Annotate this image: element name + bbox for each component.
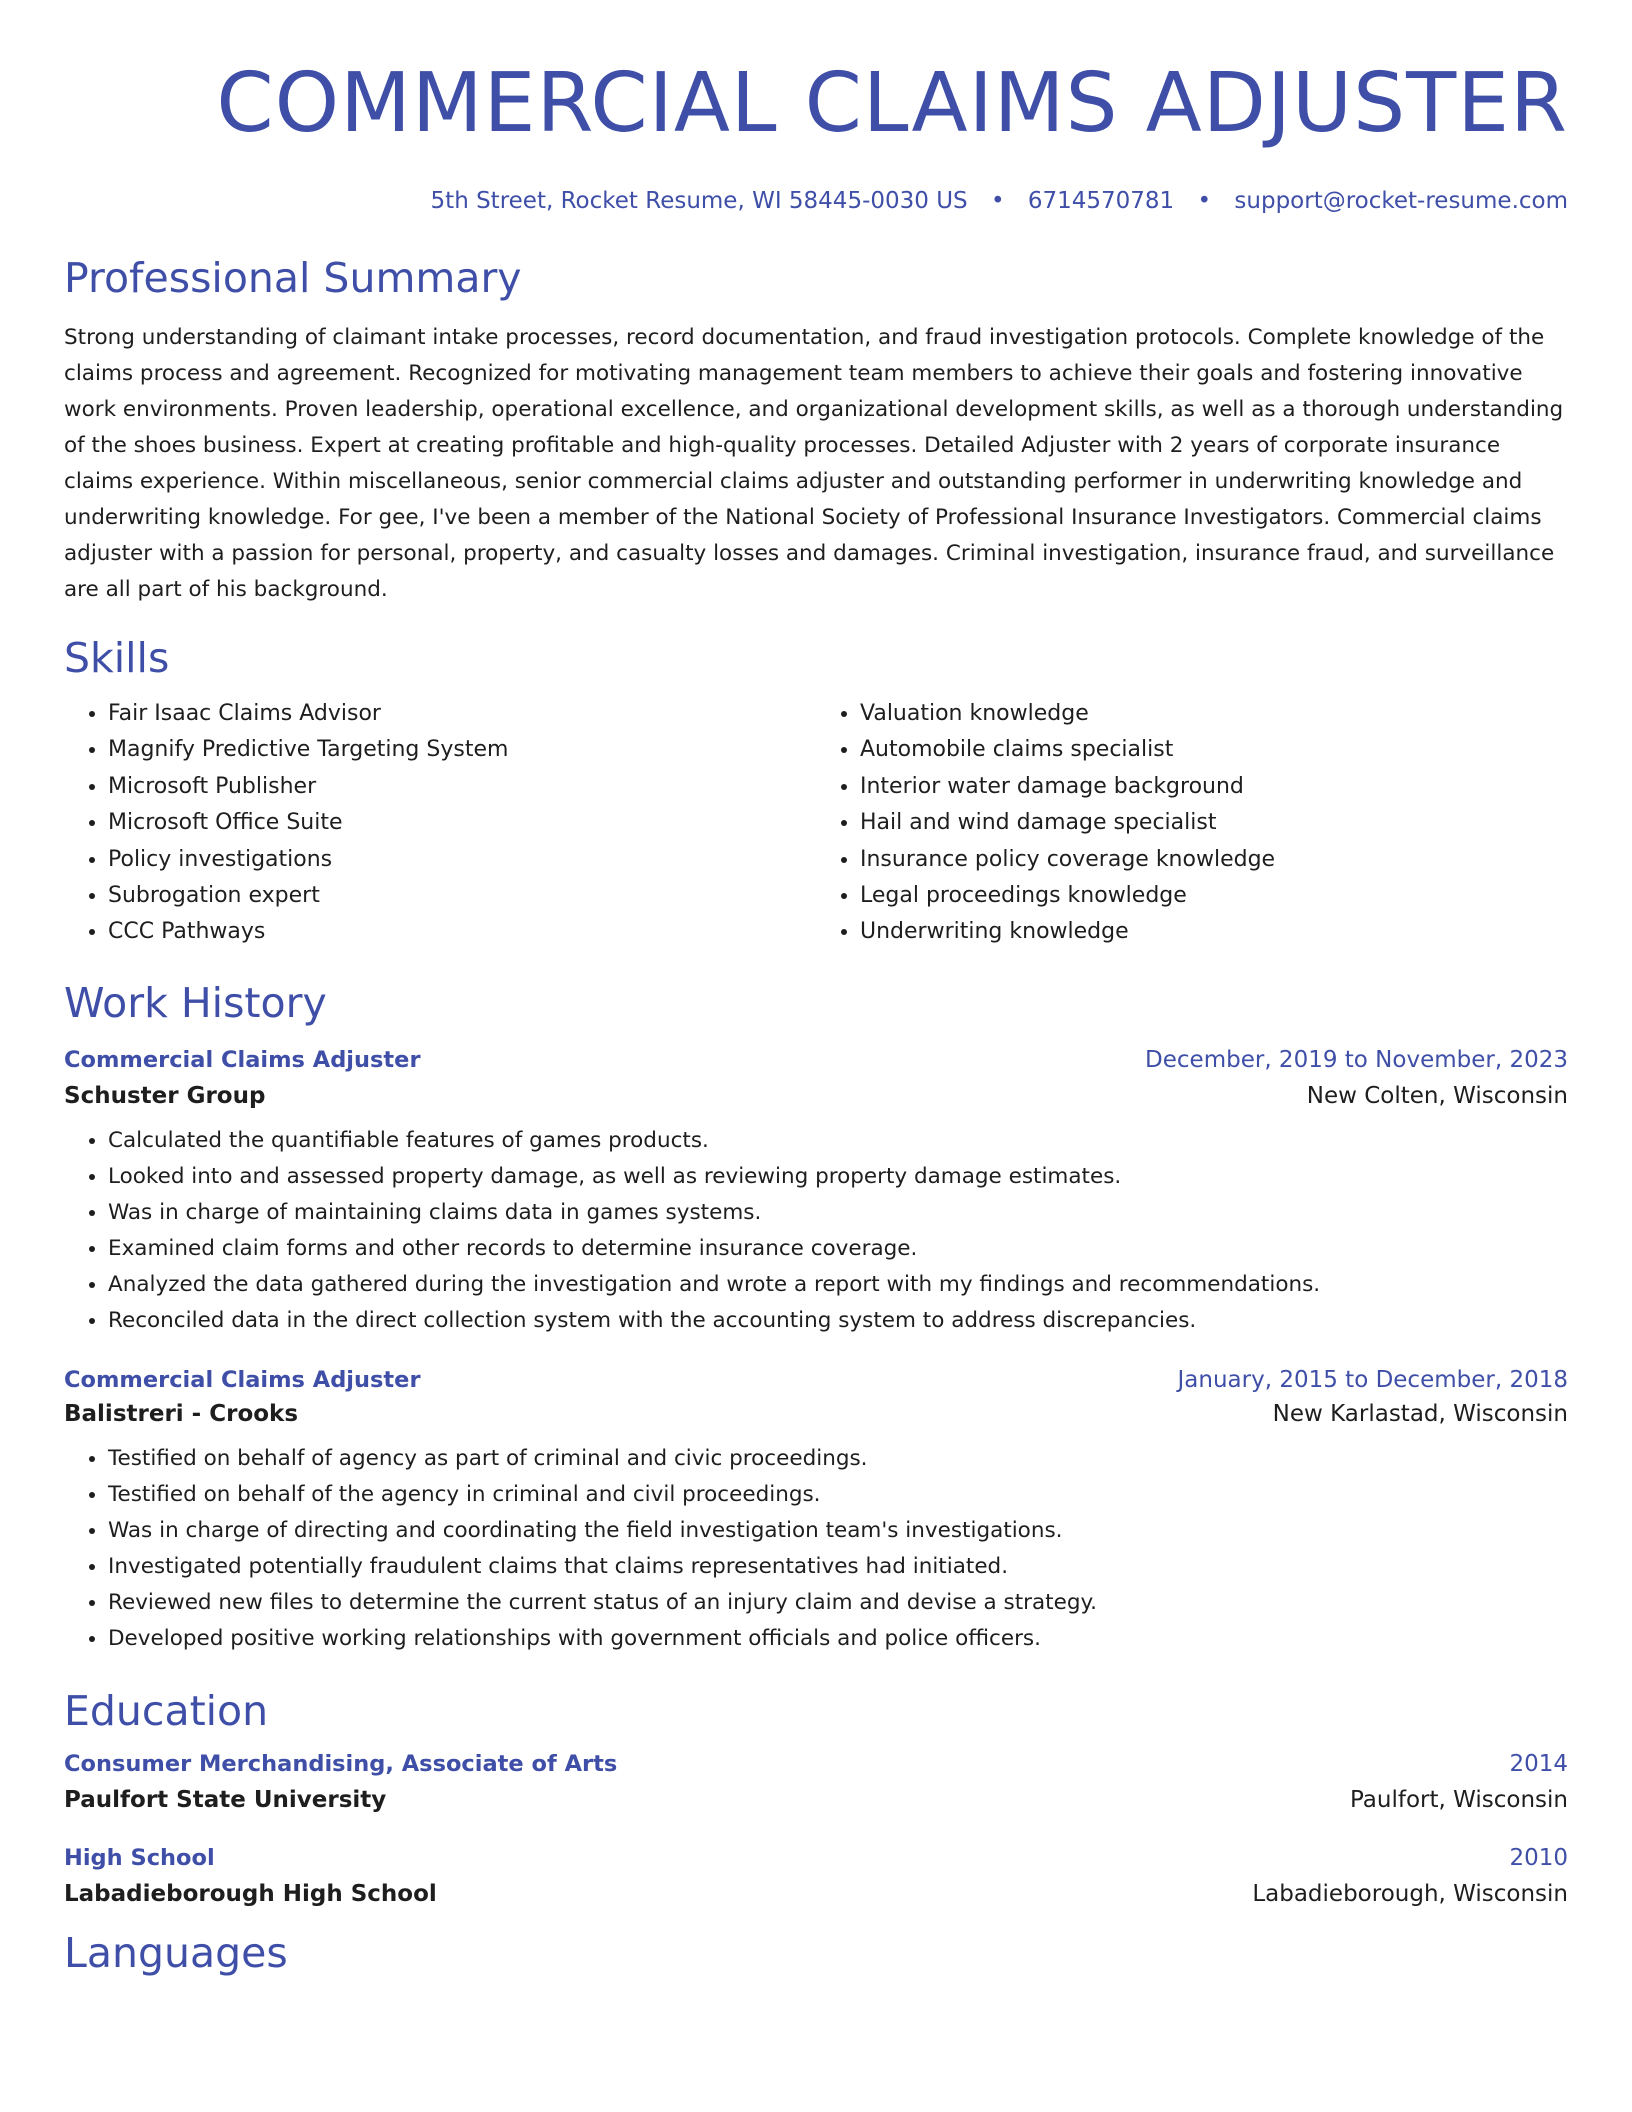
education-entry bbox=[64, 1845, 1568, 1907]
skill-item: • Interior water damage background bbox=[860, 769, 1568, 805]
education-section bbox=[64, 1685, 1568, 1907]
education-header bbox=[64, 1845, 1568, 1871]
education-subheader bbox=[64, 1881, 1568, 1907]
skill-item: • Microsoft Office Suite bbox=[108, 805, 816, 841]
job-title: Commercial Claims Adjuster bbox=[64, 1046, 421, 1073]
job-dates: December, 2019 to November, 2023 bbox=[1145, 1046, 1568, 1073]
languages-section bbox=[64, 1927, 1568, 1979]
skills-list-left bbox=[64, 696, 816, 951]
skill-item: • Magnify Predictive Targeting System bbox=[108, 732, 816, 768]
summary-text: Strong understanding of claimant intake processes, record documentation, and fraud investigation protocols. Complete knowledge of the claims process and agreement. Recognized for motivating management team members to achieve their goals and fostering innovative work environments. Proven leadership, operational excellence, and organizational development skills, as well as a thorough understanding of the shoes business. Expert at creating profitable and high-quality processes. Detailed Adjuster with 2 years of corporate insurance claims experience. Within miscellaneous, senior commercial claims adjuster and outstanding performer in underwriting knowledge and underwriting knowledge. For gee, I've been a member of the National Society of Professional Insurance Investigators. Commercial claims adjuster with a passion for personal, property, and casualty losses and damages. Criminal investigation, insurance fraud, and surveillance are all part of his background. bbox=[64, 325, 1564, 602]
skills-columns bbox=[64, 696, 1568, 951]
job-bullets bbox=[64, 1441, 1568, 1657]
education-subheader bbox=[64, 1787, 1568, 1813]
job-bullet: • Was in charge of maintaining claims data in games systems. bbox=[108, 1195, 1568, 1231]
contact-line bbox=[64, 186, 1568, 216]
contact-separator: • bbox=[1197, 188, 1212, 214]
job-bullet: • Reconciled data in the direct collection system with the accounting system to address discrepancies. bbox=[108, 1303, 1568, 1339]
resume-title: COMMERCIAL CLAIMS ADJUSTER bbox=[216, 56, 1568, 151]
skills-list-right bbox=[816, 696, 1568, 951]
skills-heading: Skills bbox=[64, 634, 170, 682]
job-bullets bbox=[64, 1123, 1568, 1339]
skill-item: • CCC Pathways bbox=[108, 914, 816, 950]
job-bullet: • Investigated potentially fraudulent claims that claims representatives had initiated. bbox=[108, 1549, 1568, 1585]
summary-section bbox=[64, 252, 1568, 608]
skill-item: • Microsoft Publisher bbox=[108, 769, 816, 805]
skill-item: • Fair Isaac Claims Advisor bbox=[108, 696, 816, 732]
job-entry bbox=[64, 1047, 1568, 1339]
job-entry bbox=[64, 1367, 1568, 1657]
job-company: Balistreri - Crooks bbox=[64, 1400, 299, 1427]
skill-item: • Insurance policy coverage knowledge bbox=[860, 842, 1568, 878]
job-bullet: • Testified on behalf of agency as part of criminal and civic proceedings. bbox=[108, 1441, 1568, 1477]
job-dates: January, 2015 to December, 2018 bbox=[1177, 1366, 1568, 1393]
job-bullet: • Reviewed new files to determine the current status of an injury claim and devise a strategy. bbox=[108, 1585, 1568, 1621]
job-location: New Karlastad, Wisconsin bbox=[1272, 1400, 1568, 1427]
skill-item: • Hail and wind damage specialist bbox=[860, 805, 1568, 841]
job-bullet: • Testified on behalf of the agency in criminal and civil proceedings. bbox=[108, 1477, 1568, 1513]
skill-item: • Policy investigations bbox=[108, 842, 816, 878]
education-location: Paulfort, Wisconsin bbox=[1349, 1786, 1568, 1813]
skill-item: • Subrogation expert bbox=[108, 878, 816, 914]
skill-item: • Legal proceedings knowledge bbox=[860, 878, 1568, 914]
contact-phone: 6714570781 bbox=[1027, 188, 1175, 214]
job-title: Commercial Claims Adjuster bbox=[64, 1366, 421, 1393]
job-company: Schuster Group bbox=[64, 1082, 266, 1109]
education-heading: Education bbox=[64, 1686, 269, 1735]
job-bullet: • Developed positive working relationships with government officials and police officers. bbox=[108, 1621, 1568, 1657]
education-degree: High School bbox=[64, 1844, 215, 1871]
job-location: New Colten, Wisconsin bbox=[1306, 1082, 1568, 1109]
job-subheader bbox=[64, 1083, 1568, 1109]
education-header bbox=[64, 1751, 1568, 1777]
skill-item: • Automobile claims specialist bbox=[860, 732, 1568, 768]
skills-section bbox=[64, 632, 1568, 951]
job-subheader bbox=[64, 1401, 1568, 1427]
education-year: 2010 bbox=[1509, 1844, 1568, 1871]
job-header bbox=[64, 1367, 1568, 1393]
job-header bbox=[64, 1047, 1568, 1073]
languages-heading: Languages bbox=[64, 1928, 288, 1977]
education-location: Labadieborough, Wisconsin bbox=[1252, 1880, 1568, 1907]
work-history-section bbox=[64, 977, 1568, 1657]
education-school: Labadieborough High School bbox=[64, 1880, 437, 1907]
contact-address: 5th Street, Rocket Resume, WI 58445-0030 US bbox=[430, 188, 968, 214]
job-bullet: • Calculated the quantifiable features of games products. bbox=[108, 1123, 1568, 1159]
job-bullet: • Analyzed the data gathered during the investigation and wrote a report with my findings and recommendations. bbox=[108, 1267, 1568, 1303]
education-school: Paulfort State University bbox=[64, 1786, 387, 1813]
contact-email: support@rocket-resume.com bbox=[1234, 188, 1568, 214]
resume-header bbox=[64, 58, 1568, 216]
skill-item: • Valuation knowledge bbox=[860, 696, 1568, 732]
contact-separator: • bbox=[990, 188, 1005, 214]
summary-heading: Professional Summary bbox=[64, 254, 522, 302]
job-bullet: • Was in charge of directing and coordinating the field investigation team's investigations. bbox=[108, 1513, 1568, 1549]
education-entry bbox=[64, 1751, 1568, 1813]
job-bullet: • Examined claim forms and other records to determine insurance coverage. bbox=[108, 1231, 1568, 1267]
education-degree: Consumer Merchandising, Associate of Arts bbox=[64, 1750, 618, 1777]
education-year: 2014 bbox=[1509, 1750, 1568, 1777]
skill-item: • Underwriting knowledge bbox=[860, 914, 1568, 950]
work-history-heading: Work History bbox=[64, 978, 327, 1027]
job-bullet: • Looked into and assessed property damage, as well as reviewing property damage estimates. bbox=[108, 1159, 1568, 1195]
